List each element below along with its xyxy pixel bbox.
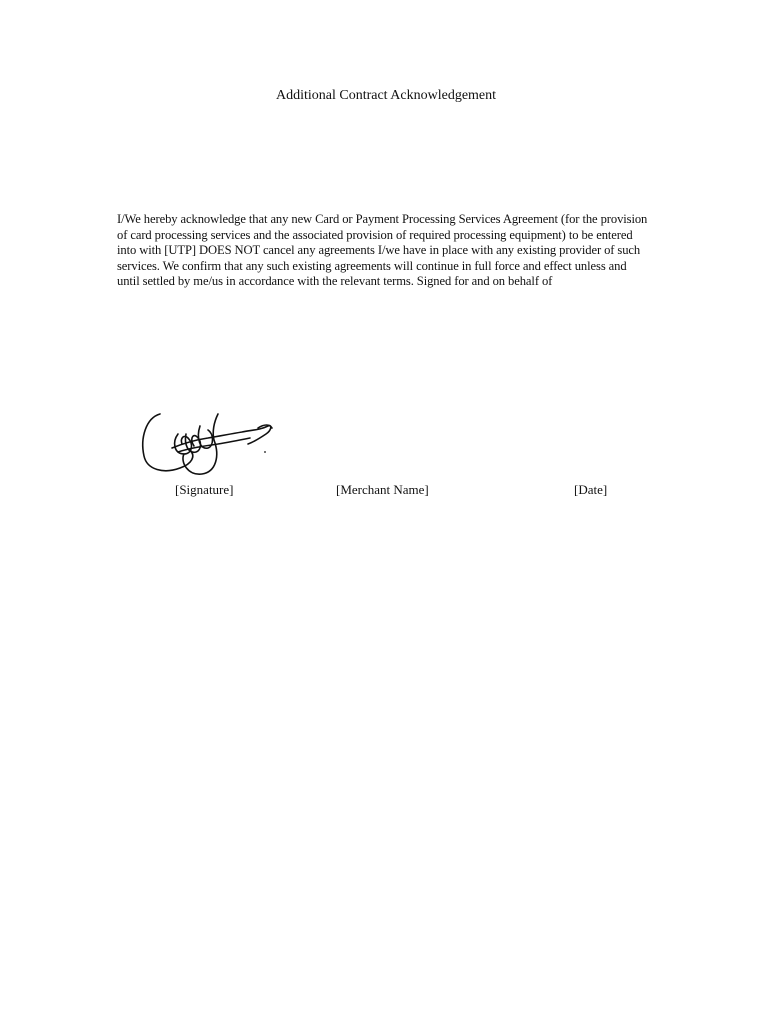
paragraph-line: services. We confirm that any such existing agreements will continue in full force and effect unless and — [117, 258, 627, 273]
acknowledgement-paragraph — [117, 212, 659, 290]
merchant-name-label: [Merchant Name] — [336, 482, 429, 497]
paragraph-line: of card processing services and the associated provision of required processing equipment) to be entered — [117, 227, 633, 242]
signature-label: [Signature] — [175, 482, 234, 497]
paragraph-line: I/We hereby acknowledge that any new Card or Payment Processing Services Agreement (for the provision — [117, 212, 648, 226]
document-title: Additional Contract Acknowledgement — [275, 88, 497, 103]
date-label: [Date] — [574, 482, 608, 497]
handwritten-signature — [138, 404, 278, 482]
paragraph-line: into with [UTP] DOES NOT cancel any agreements I/we have in place with any existing provider of such — [117, 243, 641, 258]
paragraph-line: until settled by me/us in accordance with the relevant terms. Signed for and on behalf of — [117, 274, 553, 289]
